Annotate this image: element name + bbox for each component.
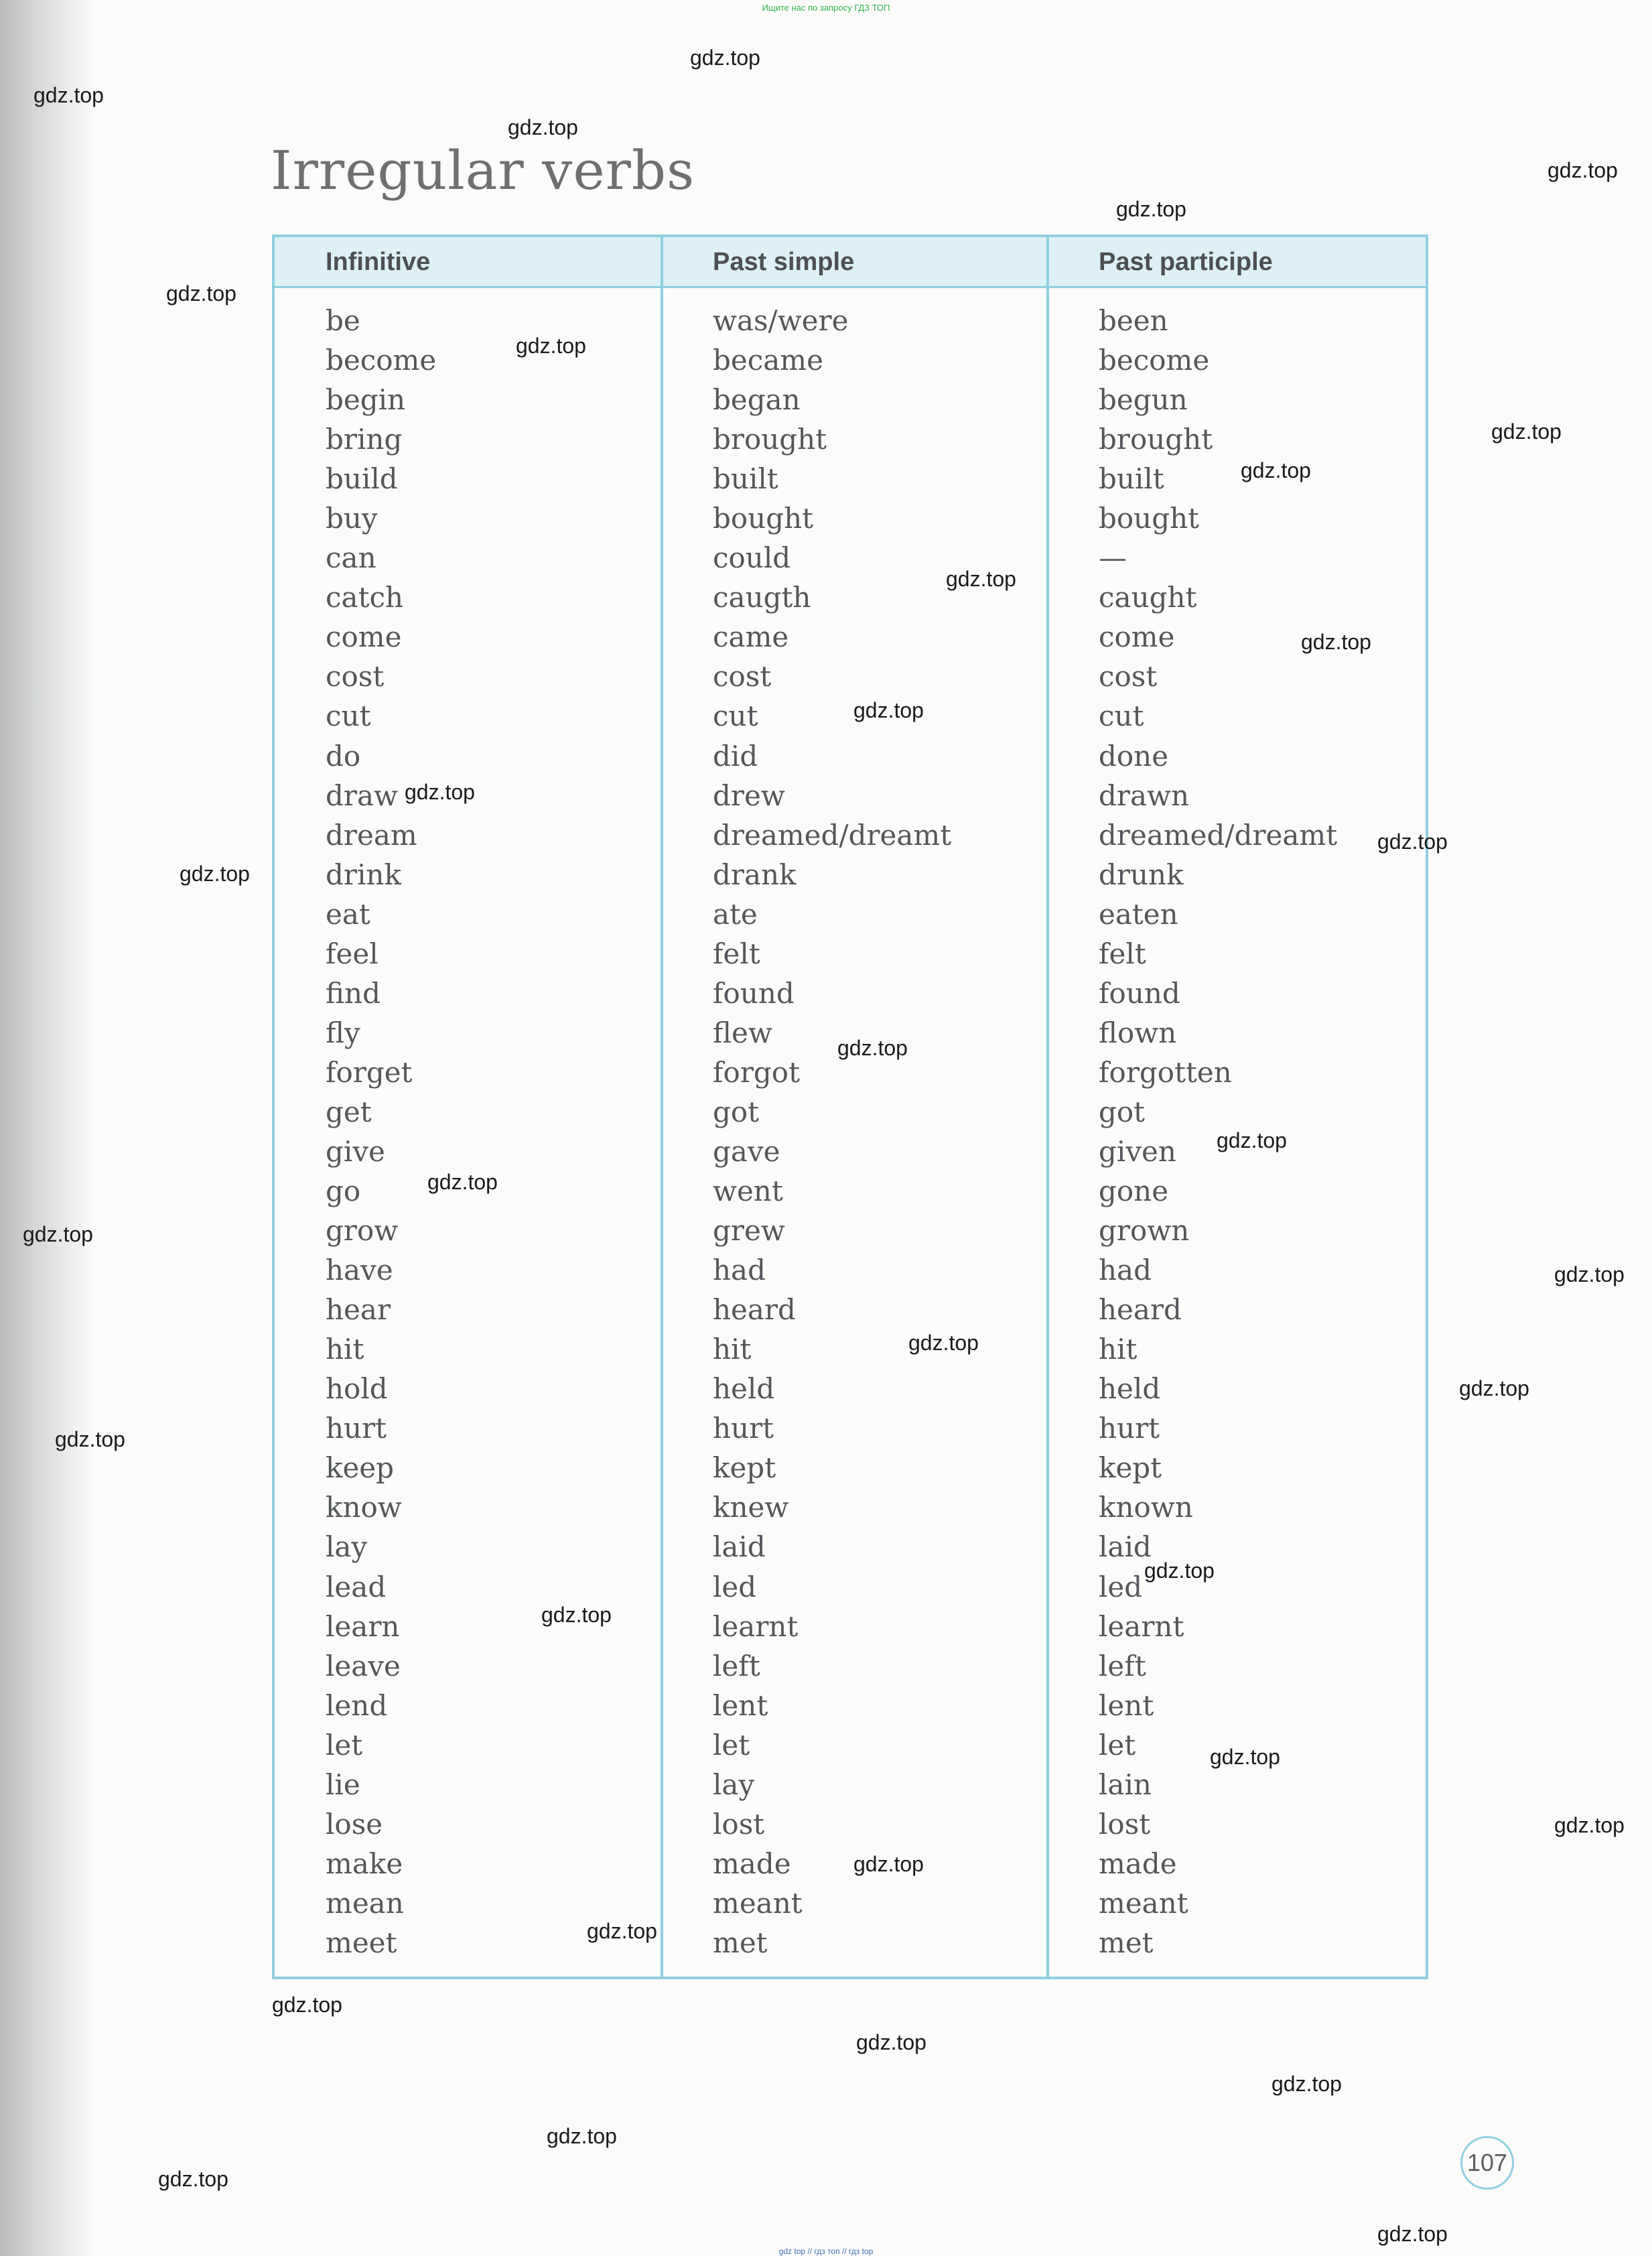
infinitive-cell: do <box>326 739 361 773</box>
past-participle-cell: forgotten <box>1099 1055 1232 1089</box>
watermark: gdz.top <box>158 2167 228 2191</box>
watermark: gdz.top <box>1116 197 1186 221</box>
past-simple-cell: came <box>713 620 789 654</box>
watermark: gdz.top <box>547 2124 617 2148</box>
past-simple-cell: grew <box>713 1214 785 1248</box>
past-participle-cell: drunk <box>1099 858 1184 891</box>
past-participle-cell: kept <box>1099 1451 1162 1485</box>
past-participle-cell: caught <box>1099 581 1197 614</box>
past-simple-cell: held <box>713 1372 775 1406</box>
watermark: gdz.top <box>1554 1262 1625 1286</box>
watermark: gdz.top <box>1241 458 1311 482</box>
infinitive-cell: lay <box>326 1530 368 1564</box>
infinitive-cell: fly <box>326 1016 360 1049</box>
past-participle-cell: let <box>1099 1728 1136 1762</box>
past-participle-cell: hit <box>1099 1333 1138 1366</box>
top-banner: Ищите нас по запросу ГДЗ ТОП <box>762 3 890 13</box>
past-simple-cell: began <box>713 383 801 417</box>
watermark: gdz.top <box>856 2030 926 2054</box>
past-simple-cell: drew <box>713 779 785 812</box>
book-spine-shadow <box>0 0 94 2256</box>
past-simple-cell: lost <box>713 1807 765 1841</box>
past-simple-cell: got <box>713 1095 760 1128</box>
past-simple-cell: lay <box>713 1768 755 1801</box>
watermark: gdz.top <box>55 1427 125 1451</box>
past-simple-cell: met <box>713 1926 768 1959</box>
past-participle-cell: heard <box>1099 1293 1182 1327</box>
past-simple-cell: became <box>713 344 823 377</box>
past-participle-cell: dreamed/dreamt <box>1099 818 1338 852</box>
infinitive-cell: mean <box>326 1886 404 1920</box>
past-simple-cell: flew <box>713 1016 772 1049</box>
watermark: gdz.top <box>1491 419 1562 444</box>
watermark: gdz.top <box>1271 2072 1342 2096</box>
watermark: gdz.top <box>1459 1376 1529 1400</box>
past-participle-cell: — <box>1099 541 1127 575</box>
past-participle-cell: laid <box>1099 1530 1152 1564</box>
past-participle-cell: made <box>1099 1847 1177 1880</box>
past-participle-cell: had <box>1099 1254 1152 1287</box>
past-simple-cell: knew <box>713 1491 789 1524</box>
past-participle-cell: known <box>1099 1491 1193 1524</box>
past-simple-cell: dreamed/dreamt <box>713 818 952 852</box>
infinitive-cell: eat <box>326 897 370 931</box>
header-infinitive: Infinitive <box>326 248 431 276</box>
watermark: gdz.top <box>853 698 924 722</box>
watermark: gdz.top <box>587 1919 657 1943</box>
infinitive-cell: bring <box>326 423 403 456</box>
past-simple-cell: cost <box>713 660 772 693</box>
past-simple-cell: felt <box>713 937 760 970</box>
past-simple-cell: learnt <box>713 1609 799 1643</box>
past-simple-cell: let <box>713 1728 750 1762</box>
past-participle-cell: lent <box>1099 1688 1154 1722</box>
watermark: gdz.top <box>272 1993 342 2017</box>
watermark: gdz.top <box>33 83 104 107</box>
infinitive-cell: can <box>326 541 376 575</box>
infinitive-cell: make <box>326 1847 403 1880</box>
watermark: gdz.top <box>516 334 586 358</box>
past-participle-cell: grown <box>1099 1214 1190 1248</box>
past-participle-cell: felt <box>1099 937 1146 970</box>
past-simple-cell: went <box>713 1175 783 1208</box>
bottom-banner: gdz top // гдз топ // гдз top <box>778 2247 874 2256</box>
past-participle-cell: given <box>1099 1134 1176 1168</box>
past-participle-cell: met <box>1099 1926 1154 1959</box>
past-participle-cell: learnt <box>1099 1609 1184 1643</box>
column-past-simple <box>713 301 951 1963</box>
past-participle-cell: drawn <box>1099 779 1190 812</box>
infinitive-cell: cut <box>326 700 371 733</box>
past-simple-cell: lent <box>713 1688 768 1722</box>
watermark: gdz.top <box>427 1170 498 1194</box>
past-participle-cell: cut <box>1099 700 1144 733</box>
past-simple-cell: made <box>713 1847 791 1880</box>
infinitive-cell: find <box>326 976 381 1010</box>
watermark: gdz.top <box>837 1036 908 1060</box>
infinitive-cell: let <box>326 1728 363 1762</box>
watermark: gdz.top <box>853 1852 924 1876</box>
past-simple-cell: drank <box>713 858 797 891</box>
past-simple-cell: found <box>713 976 795 1010</box>
header-past-participle: Past participle <box>1099 248 1273 276</box>
past-participle-cell: lost <box>1099 1807 1151 1841</box>
infinitive-cell: dream <box>326 818 417 852</box>
past-simple-cell: led <box>713 1570 757 1603</box>
past-participle-cell: become <box>1099 344 1210 377</box>
watermark: gdz.top <box>690 46 760 70</box>
watermark: gdz.top <box>508 115 578 139</box>
watermark: gdz.top <box>1144 1558 1215 1583</box>
watermark: gdz.top <box>23 1222 93 1246</box>
past-participle-cell: come <box>1099 620 1175 654</box>
column-divider <box>661 237 663 1977</box>
infinitive-cell: lie <box>326 1768 360 1801</box>
infinitive-cell: give <box>326 1134 385 1168</box>
column-divider <box>1046 237 1049 1977</box>
past-participle-cell: flown <box>1099 1016 1177 1049</box>
infinitive-cell: buy <box>326 502 378 535</box>
past-participle-cell: meant <box>1099 1886 1188 1920</box>
infinitive-cell: hurt <box>326 1412 387 1445</box>
past-simple-cell: hit <box>713 1333 752 1366</box>
infinitive-cell: feel <box>326 937 378 970</box>
past-simple-cell: bought <box>713 502 814 535</box>
past-simple-cell: kept <box>713 1451 776 1485</box>
past-participle-cell: gone <box>1099 1175 1169 1208</box>
infinitive-cell: lead <box>326 1570 387 1603</box>
infinitive-cell: hear <box>326 1293 391 1327</box>
watermark: gdz.top <box>405 780 475 804</box>
watermark: gdz.top <box>908 1331 979 1355</box>
past-participle-cell: hurt <box>1099 1412 1160 1445</box>
past-participle-cell: been <box>1099 304 1168 337</box>
past-simple-cell: had <box>713 1254 766 1287</box>
infinitive-cell: build <box>326 462 398 496</box>
past-participle-cell: held <box>1099 1372 1161 1406</box>
infinitive-cell: lose <box>326 1807 383 1841</box>
past-participle-cell: cost <box>1099 660 1158 693</box>
watermark: gdz.top <box>180 862 250 886</box>
past-simple-cell: laid <box>713 1530 766 1564</box>
infinitive-cell: cost <box>326 660 385 693</box>
infinitive-cell: be <box>326 304 360 337</box>
past-participle-cell: left <box>1099 1649 1146 1682</box>
page-title: Irregular verbs <box>271 139 695 202</box>
watermark: gdz.top <box>1210 1745 1280 1769</box>
watermark: gdz.top <box>1547 158 1618 182</box>
infinitive-cell: catch <box>326 581 404 614</box>
past-simple-cell: cut <box>713 700 758 733</box>
header-past-simple: Past simple <box>713 248 855 276</box>
past-simple-cell: forgot <box>713 1055 800 1089</box>
infinitive-cell: become <box>326 344 437 377</box>
past-simple-cell: did <box>713 739 758 773</box>
past-simple-cell: heard <box>713 1293 796 1327</box>
past-participle-cell: bought <box>1099 502 1200 535</box>
past-simple-cell: could <box>713 541 791 575</box>
infinitive-cell: drink <box>326 858 401 891</box>
infinitive-cell: come <box>326 620 402 654</box>
infinitive-cell: go <box>326 1175 361 1208</box>
infinitive-cell: get <box>326 1095 372 1128</box>
past-participle-cell: built <box>1099 462 1164 496</box>
past-simple-cell: brought <box>713 423 827 456</box>
infinitive-cell: forget <box>326 1055 413 1089</box>
past-simple-cell: hurt <box>713 1412 774 1445</box>
watermark: gdz.top <box>541 1603 612 1627</box>
page-number: 107 <box>1460 2136 1514 2190</box>
watermark: gdz.top <box>1217 1128 1287 1152</box>
infinitive-cell: begin <box>326 383 406 417</box>
past-participle-cell: found <box>1099 976 1180 1010</box>
watermark: gdz.top <box>166 281 236 306</box>
past-simple-cell: was/were <box>713 304 849 337</box>
past-simple-cell: gave <box>713 1134 780 1168</box>
infinitive-cell: hit <box>326 1333 364 1366</box>
past-participle-cell: brought <box>1099 423 1213 456</box>
past-simple-cell: meant <box>713 1886 803 1920</box>
past-participle-cell: done <box>1099 739 1169 773</box>
infinitive-cell: lend <box>326 1688 388 1722</box>
watermark: gdz.top <box>1377 830 1448 854</box>
past-participle-cell: led <box>1099 1570 1143 1603</box>
infinitive-cell: learn <box>326 1609 400 1643</box>
infinitive-cell: have <box>326 1254 393 1287</box>
infinitive-cell: leave <box>326 1649 401 1682</box>
infinitive-cell: draw <box>326 779 398 812</box>
table-header-row <box>275 237 1426 288</box>
past-simple-cell: caugth <box>713 581 811 614</box>
past-participle-cell: begun <box>1099 383 1188 417</box>
past-simple-cell: built <box>713 462 778 496</box>
past-simple-cell: left <box>713 1649 760 1682</box>
past-participle-cell: eaten <box>1099 897 1178 931</box>
past-participle-cell: lain <box>1099 1768 1152 1801</box>
infinitive-cell: know <box>326 1491 402 1524</box>
irregular-verbs-table <box>272 235 1428 1979</box>
past-simple-cell: ate <box>713 897 758 931</box>
infinitive-cell: grow <box>326 1214 399 1248</box>
column-infinitive <box>326 301 436 1963</box>
watermark: gdz.top <box>1301 630 1371 654</box>
watermark: gdz.top <box>1554 1813 1625 1837</box>
past-participle-cell: got <box>1099 1095 1146 1128</box>
infinitive-cell: keep <box>326 1451 395 1485</box>
infinitive-cell: hold <box>326 1372 388 1406</box>
watermark: gdz.top <box>1377 2222 1448 2246</box>
infinitive-cell: meet <box>326 1926 397 1959</box>
watermark: gdz.top <box>946 567 1016 591</box>
